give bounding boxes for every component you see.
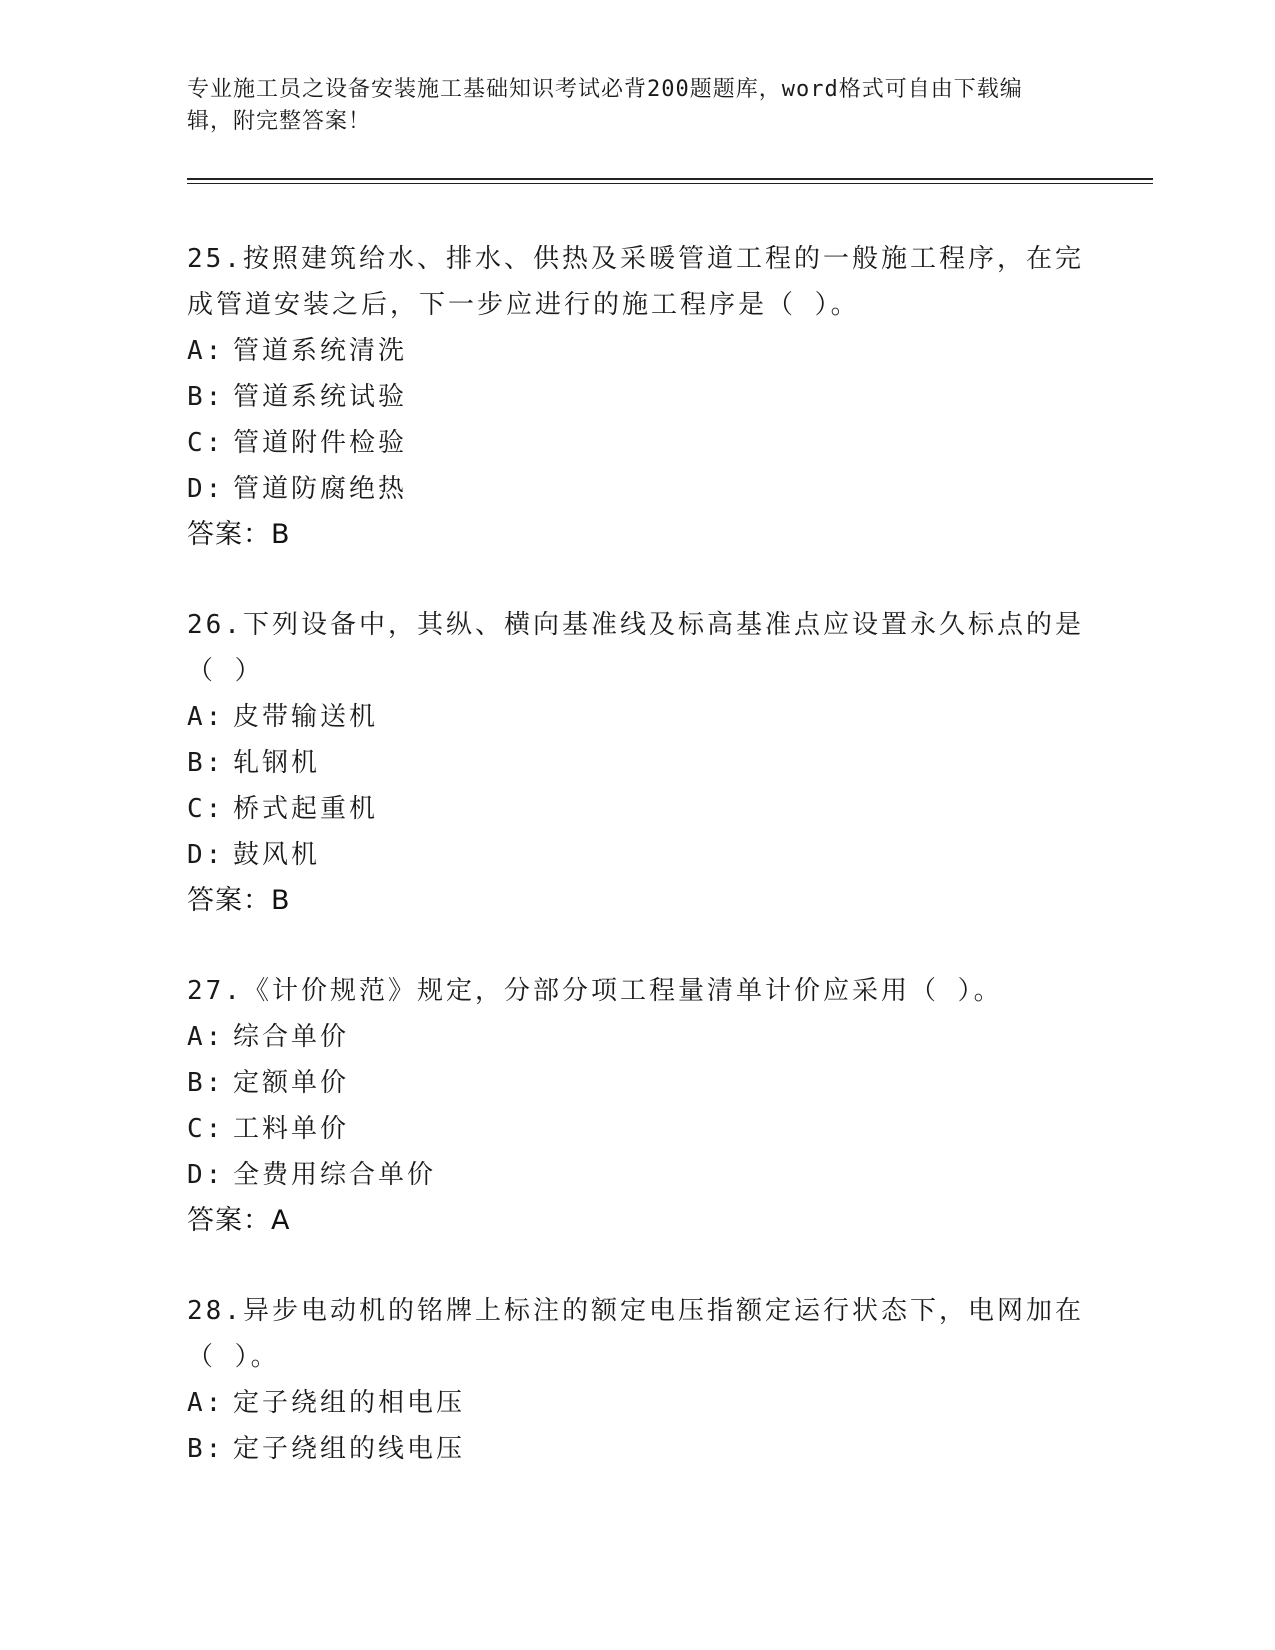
option-letter: B:	[187, 382, 225, 412]
option-text: 综合单价	[233, 1022, 350, 1052]
option-letter: A:	[187, 1388, 225, 1418]
option-d	[187, 1152, 1087, 1198]
option-d	[187, 832, 1087, 878]
option-a	[187, 328, 1087, 374]
option-letter: B:	[187, 1434, 225, 1464]
option-letter: D:	[187, 1160, 225, 1190]
option-letter: D:	[187, 474, 225, 504]
option-b	[187, 1060, 1087, 1106]
option-text: 管道防腐绝热	[233, 474, 408, 504]
option-a	[187, 694, 1087, 740]
option-letter: A:	[187, 336, 225, 366]
option-letter: C:	[187, 428, 225, 458]
document-header: 专业施工员之设备安装施工基础知识考试必背200题题库，word格式可自由下载编辑，附完整答案！	[187, 77, 1023, 134]
option-text: 轧钢机	[233, 748, 321, 778]
option-b	[187, 374, 1087, 420]
option-b	[187, 1426, 1087, 1472]
option-a	[187, 1380, 1087, 1426]
question-text: 25.按照建筑给水、排水、供热及采暖管道工程的一般施工程序，在完成管道安装之后，下一步应进行的施工程序是（ ）。	[187, 244, 1084, 320]
option-c	[187, 420, 1087, 466]
option-letter: B:	[187, 748, 225, 778]
option-text: 定子绕组的线电压	[233, 1434, 466, 1464]
option-text: 管道系统试验	[233, 382, 408, 412]
question-text: 28.异步电动机的铭牌上标注的额定电压指额定运行状态下，电网加在（ ）。	[187, 1296, 1084, 1372]
answer-label: 答案：B	[187, 519, 291, 550]
option-a	[187, 1014, 1087, 1060]
question-text: 26.下列设备中，其纵、横向基准线及标高基准点应设置永久标点的是（ ）	[187, 610, 1084, 686]
option-text: 管道附件检验	[233, 428, 408, 458]
option-text: 工料单价	[233, 1114, 350, 1144]
header-rule-thick	[187, 178, 1153, 180]
option-c	[187, 1106, 1087, 1152]
option-text: 定子绕组的相电压	[233, 1388, 466, 1418]
answer-label: 答案：A	[187, 1205, 291, 1236]
option-letter: D:	[187, 840, 225, 870]
question-26	[187, 602, 1087, 924]
question-27	[187, 968, 1087, 1244]
answer-label: 答案：B	[187, 885, 291, 916]
question-25	[187, 236, 1087, 558]
option-text: 管道系统清洗	[233, 336, 408, 366]
option-c	[187, 786, 1087, 832]
option-letter: A:	[187, 702, 225, 732]
question-28	[187, 1288, 1087, 1472]
option-letter: A:	[187, 1022, 225, 1052]
option-text: 定额单价	[233, 1068, 350, 1098]
option-letter: C:	[187, 1114, 225, 1144]
option-text: 鼓风机	[233, 840, 321, 870]
option-text: 全费用综合单价	[233, 1160, 437, 1190]
option-b	[187, 740, 1087, 786]
question-text: 27.《计价规范》规定，分部分项工程量清单计价应采用（ ）。	[187, 976, 1003, 1006]
option-text: 皮带输送机	[233, 702, 379, 732]
option-letter: C:	[187, 794, 225, 824]
option-text: 桥式起重机	[233, 794, 379, 824]
header-rule-thin	[187, 183, 1153, 184]
question-list	[187, 236, 1087, 1516]
option-letter: B:	[187, 1068, 225, 1098]
option-d	[187, 466, 1087, 512]
